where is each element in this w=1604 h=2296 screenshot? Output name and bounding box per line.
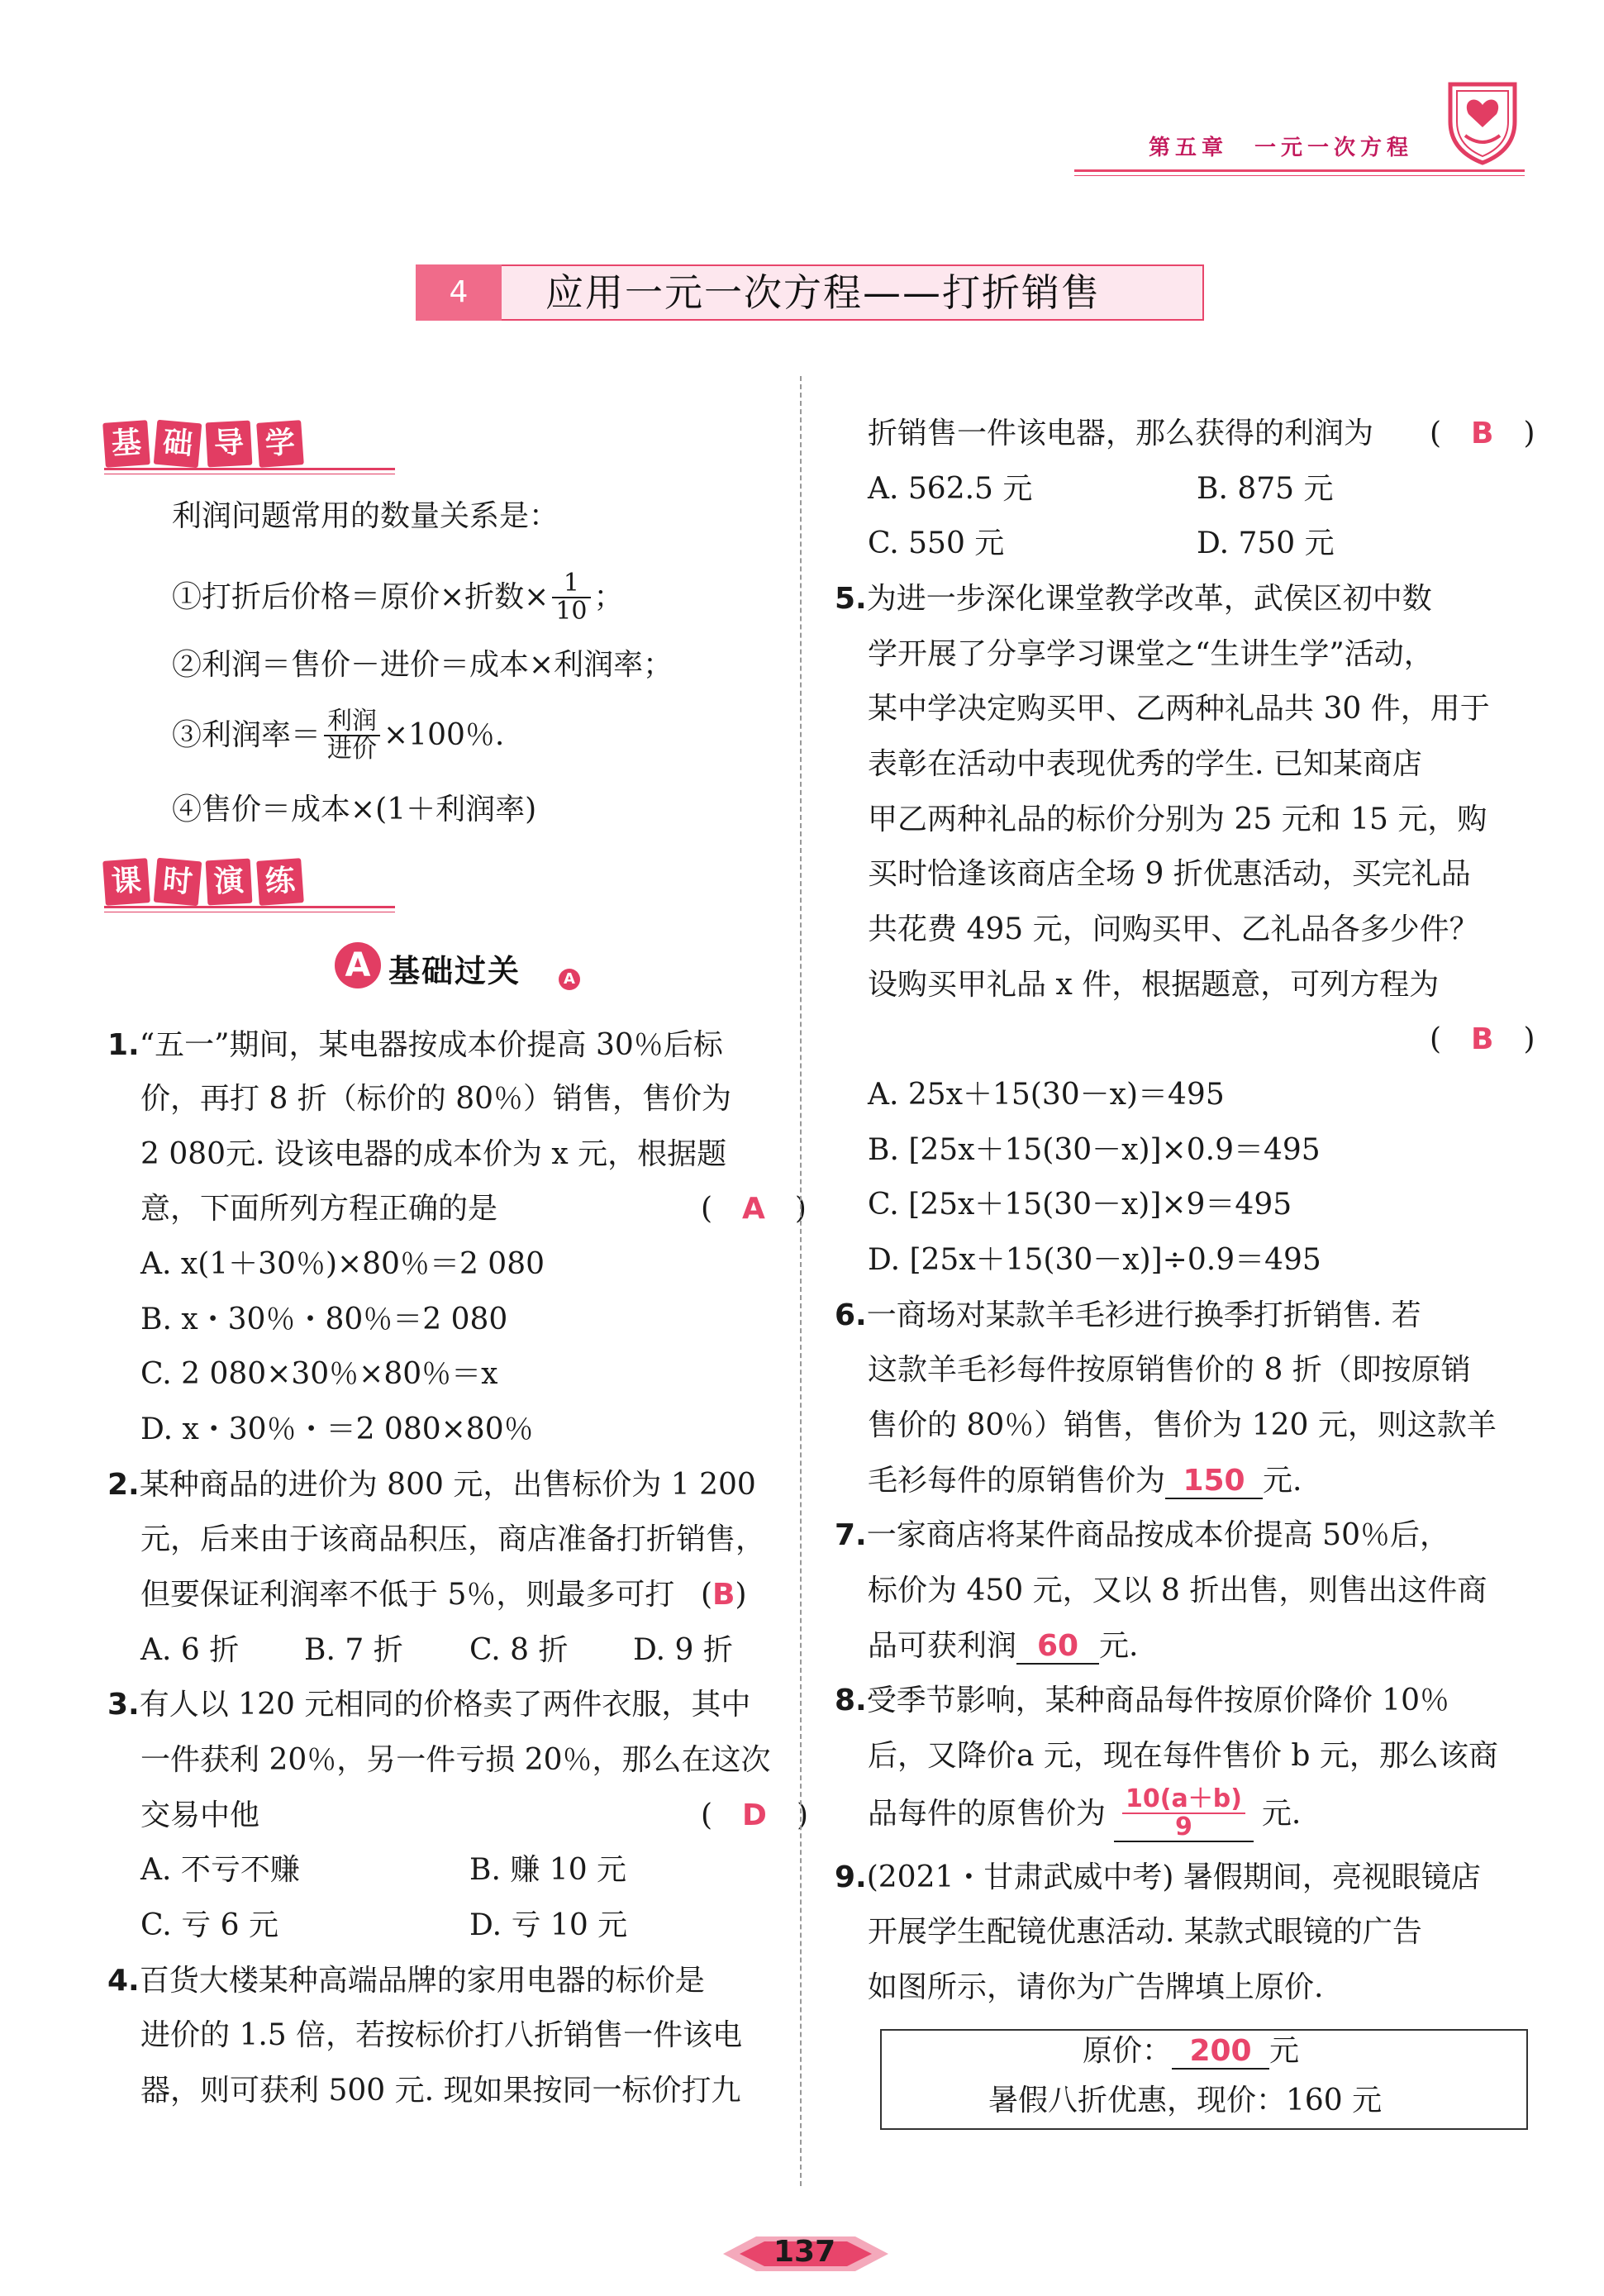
q6-answer-blank: 150 (1165, 1465, 1263, 1499)
q4-line-3: 器，则可获利 500 元. 现如果按同一标价打九 (140, 2074, 741, 2108)
q3-option-b: B. 赚 10 元 (469, 1853, 627, 1887)
q7-answer-blank: 60 (1016, 1630, 1099, 1665)
q1-answer: ( A ) (701, 1192, 807, 1226)
q6-line-4: 毛衫每件的原销售价为 150 元. (868, 1464, 1302, 1498)
formula-3: ③利润率＝ $\frac{\text{利润}}{\text{进价}}$ ×100％. (172, 707, 505, 764)
q2-line-1: 2.某种商品的进价为 800 元，出售标价为 1 200 (107, 1468, 756, 1502)
q2-line-2: 元，后来由于该商品积压，商店准备打折销售， (140, 1522, 766, 1556)
q4-line-1: 4.百货大楼某种高端品牌的家用电器的标价是 (107, 1964, 705, 1998)
q4-option-c: C. 550 元 (868, 526, 1005, 560)
q1-option-a: A. x(1＋30％)×80％＝2 080 (140, 1247, 545, 1281)
q5-option-c: C. [25x＋15(30－x)]×9＝495 (868, 1188, 1292, 1222)
q4-option-b: B. 875 元 (1197, 472, 1334, 506)
fraction: $\frac{\text{利润}}{\text{进价}}$ (324, 708, 380, 763)
q7-line-3: 品可获利润 60 元. (868, 1629, 1139, 1663)
q9-line-3: 如图所示，请你为广告牌填上原价. (868, 1970, 1324, 2004)
q5-line-1: 5.为进一步深化课堂教学改革，武侯区初中数 (835, 582, 1432, 616)
q5-answer: ( B ) (1430, 1022, 1535, 1056)
q1-option-b: B. x・30％・80％＝2 080 (140, 1303, 508, 1336)
q8-line-3: 品每件的原售价为 $\frac{10(a+b)}{9}$ 元. (868, 1784, 1302, 1841)
header-rule-thin (1074, 175, 1525, 176)
q8-line-2: 后，又降价a 元，现在每件售价 b 元，那么该商 (868, 1739, 1498, 1773)
q5-line-3: 某中学决定购买甲、乙两种礼品共 30 件，用于 (868, 692, 1490, 726)
level-badge-a-small: A (559, 969, 580, 990)
q1-line-2: 价，再打 8 折（标价的 80％）销售，售价为 (140, 1082, 732, 1116)
q2-option-d: D. 9 折 (633, 1633, 733, 1667)
column-divider (800, 376, 802, 2186)
q9-answer-blank: 200 (1172, 2035, 1269, 2070)
q2-answer: (B) (701, 1578, 747, 1612)
lesson-number: 4 (416, 264, 502, 321)
q5-line-2: 学开展了分享学习课堂之“生讲生学”活动， (868, 637, 1434, 671)
q3-line-2: 一件获利 20％，另一件亏损 20％，那么在这次 (140, 1743, 771, 1777)
q5-line-4: 表彰在活动中表现优秀的学生. 已知某商店 (868, 747, 1422, 781)
badge-char: 基 (102, 420, 150, 468)
q5-option-d: D. [25x＋15(30－x)]÷0.9＝495 (868, 1243, 1321, 1277)
q3-line-1: 3.有人以 120 元相同的价格卖了两件衣服，其中 (107, 1688, 751, 1722)
page-number: 137 (773, 2235, 836, 2269)
q5-line-5: 甲乙两种礼品的标价分别为 25 元和 15 元，购 (868, 803, 1487, 836)
q4-line-4: 折销售一件该电器，那么获得的利润为 (868, 417, 1374, 450)
q6-line-1: 6.一商场对某款羊毛衫进行换季打折销售. 若 (835, 1298, 1421, 1332)
level-title: 基础过关 (388, 953, 521, 989)
q1-line-1: 1.“五一”期间，某电器按成本价提高 30％后标 (107, 1028, 723, 1062)
basics-intro: 利润问题常用的数量关系是： (172, 499, 559, 533)
ad-original-price: 原价： 200 元 (1083, 2034, 1300, 2068)
q1-option-d: D. x・30％・＝2 080×80％ (140, 1412, 534, 1446)
q8-line-1: 8.受季节影响，某种商品每件按原价降价 10％ (835, 1684, 1449, 1717)
q2-option-c: C. 8 折 (469, 1633, 569, 1667)
q2-option-b: B. 7 折 (304, 1633, 403, 1667)
section-badge-basic (104, 422, 302, 466)
q3-option-c: C. 亏 6 元 (140, 1908, 278, 1942)
q5-option-a: A. 25x＋15(30－x)＝495 (868, 1078, 1225, 1112)
section-rule (104, 906, 395, 908)
q6-line-2: 这款羊毛衫每件按原销售价的 8 折（即按原销 (868, 1353, 1471, 1387)
q3-option-a: A. 不亏不赚 (140, 1853, 300, 1887)
q5-option-b: B. [25x＋15(30－x)]×0.9＝495 (868, 1133, 1321, 1167)
q3-option-d: D. 亏 10 元 (469, 1908, 628, 1942)
q5-line-6: 买时恰逢该商店全场 9 折优惠活动，买完礼品 (868, 857, 1471, 891)
q7-line-1: 7.一家商店将某件商品按成本价提高 50％后， (835, 1518, 1449, 1552)
q4-option-a: A. 562.5 元 (868, 472, 1033, 506)
q9-line-2: 开展学生配镜优惠活动. 某款式眼镜的广告 (868, 1915, 1422, 1949)
formula-2: ②利润＝售价－进价＝成本×利润率； (172, 648, 673, 682)
q1-line-3: 2 080元. 设该电器的成本价为 x 元，根据题 (140, 1137, 727, 1171)
badge-char: 课 (102, 858, 150, 906)
q4-answer: ( B ) (1430, 417, 1535, 450)
q2-option-a: A. 6 折 (140, 1633, 240, 1667)
q7-line-2: 标价为 450 元，又以 8 折出售，则售出这件商 (868, 1574, 1487, 1608)
ad-discount-line: 暑假八折优惠，现价：160 元 (988, 2084, 1383, 2117)
badge-char: 学 (256, 420, 304, 468)
badge-char: 练 (256, 858, 304, 906)
level-badge-a: A (335, 942, 381, 988)
badge-char: 础 (154, 420, 202, 469)
shield-logo-icon (1442, 76, 1523, 167)
q4-option-d: D. 750 元 (1197, 526, 1335, 560)
chapter-header: 第五章 一元一次方程 (1149, 136, 1414, 160)
q5-line-8: 设购买甲礼品 x 件，根据题意，可列方程为 (868, 968, 1440, 1002)
badge-char: 演 (206, 859, 253, 906)
badge-char: 时 (154, 858, 202, 907)
section-rule (104, 468, 395, 470)
q3-answer: ( D ) (701, 1798, 808, 1832)
q4-line-2: 进价的 1.5 倍，若按标价打八折销售一件该电 (140, 2018, 743, 2052)
q6-line-3: 售价的 80％）销售，售价为 120 元，则这款羊 (868, 1408, 1497, 1442)
q9-line-1: 9.(2021・甘肃武威中考) 暑假期间，亮视眼镜店 (835, 1860, 1481, 1894)
formula-4: ④售价＝成本×(1＋利润率) (172, 793, 537, 826)
q1-option-c: C. 2 080×30％×80％＝x (140, 1357, 498, 1391)
badge-char: 导 (206, 421, 253, 468)
q3-line-3: 交易中他 (140, 1798, 260, 1832)
q1-line-4: 意，下面所列方程正确的是 (140, 1192, 498, 1226)
lesson-title: 应用一元一次方程——打折销售 (545, 270, 1101, 315)
section-badge-practice (104, 860, 302, 904)
fraction: $\frac{1}{10}$ (552, 570, 590, 625)
q8-answer-fraction: $\frac{10(a+b)}{9}$ (1114, 1786, 1254, 1842)
formula-1: ①打折后价格＝原价×折数× $\frac{1}{10}$ ； (172, 569, 624, 626)
q2-line-3: 但要保证利润率不低于 5％，则最多可打 (140, 1578, 675, 1612)
header-rule (1074, 169, 1525, 172)
q5-line-7: 共花费 495 元，问购买甲、乙礼品各多少件？ (868, 912, 1479, 946)
